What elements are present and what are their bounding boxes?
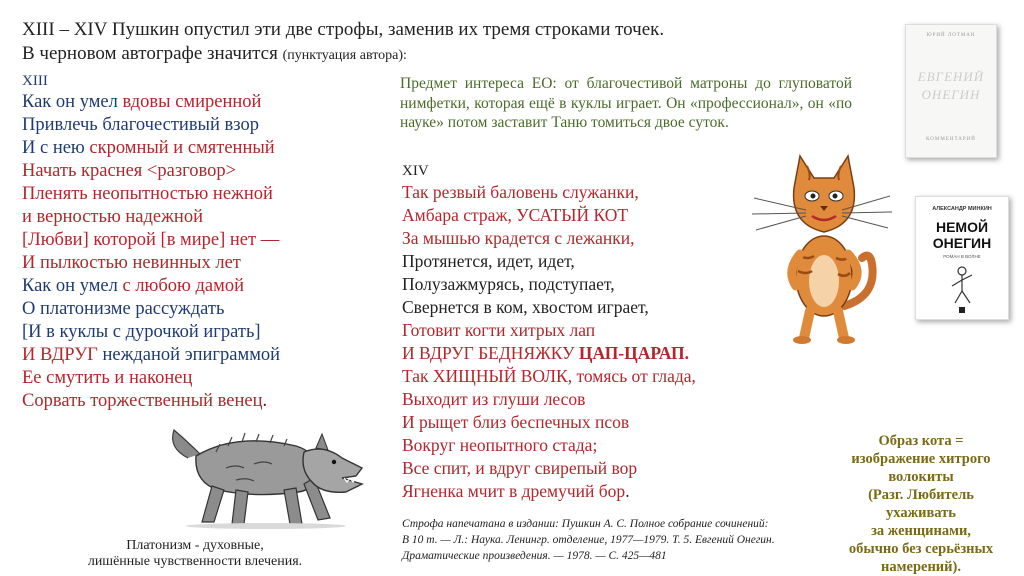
book2-publisher-mark [959,307,965,313]
left-poem-line-segment: Начать краснея <разговор> [22,161,237,181]
platonism-note-line-2: лишённые чувственности влечения. [87,554,303,569]
citation-line-1: Строфа напечатана в издании: Пушкин А. С. Полное собрание сочинений: [402,518,769,530]
left-poem-line-segment: И пылкостью невинных лет [22,253,241,273]
header-line-2-main: В черновом автографе значится [22,43,278,64]
platonism-note-line-1: Платонизм - духовные, [126,538,264,553]
green-comment: Предмет интереса ЕО: от благочестивой матроны до глуповатой нимфетки, которая ещё в куклы играет. Он «профессионал», он «по науке» потом заставит Таню томиться двое суток. [400,75,852,131]
left-poem-line-segment: . [262,391,268,411]
left-poem-line-segment: скромный и смятенный [89,138,275,158]
right-poem-line [402,181,696,204]
left-poem-line [22,275,280,298]
right-poem-line-segment: Все спит, и вдруг свирепый вор [402,458,638,478]
left-poem-line [22,114,280,137]
book1-title-1: ЕВГЕНИЙ [917,69,985,84]
left-poem-line-segment: Пленять неопытностью нежной [22,184,273,204]
left-poem-line-segment: О платонизме рассуждать [22,299,225,319]
right-poem-line [402,388,696,411]
left-poem-line-segment: И ВДРУГ [22,345,103,365]
right-poem-line-segment: Протянется, идет, идет, [402,251,575,271]
header-line-1: XIII – XIV Пушкин опустил эти две строфы, заменив их тремя строками точек. [22,19,665,40]
wolf-illustration [166,418,366,530]
left-poem-line-segment: Ее смутить и наконец [22,368,193,388]
left-poem-line-segment: вдовы смиренной [122,92,262,112]
right-poem-line [402,411,696,434]
right-poem-line-segment: Полузажмурясь, подступает, [402,274,615,294]
book2-title-2: ОНЕГИН [932,235,992,251]
cat-note-line-3: волокиты [888,469,954,485]
book2-author: АЛЕКСАНДР МИНКИН [932,206,992,212]
right-poem-line [402,342,696,365]
left-poem-line-segment: и верностью надежной [22,207,203,227]
right-poem-label: XIV [402,163,429,179]
book2-title-1: НЕМОЙ [935,219,989,235]
right-poem-line [402,480,696,503]
left-poem-line [22,183,280,206]
cat-note-line-5: ухаживать [886,505,956,521]
cat-note-line-4: (Разг. Любитель [868,487,974,503]
cat-note [826,432,1016,576]
right-poem-line-segment: Вокруг неопытного стада; [402,435,598,455]
left-poem-line-segment: [Любви] которой [в мире] нет — [22,230,280,250]
left-poem-line-segment: Как он умел [22,92,123,112]
cat-illustration [752,146,892,346]
citation-line-3: Драматические произведения. — 1978. — С. 425—481 [402,550,667,562]
citation-line-2: В 10 т. — Л.: Наука. Ленингр. отделение, 1977—1979. Т. 5. Евгений Онегин. [402,534,775,546]
left-poem-line-segment: Как он умел [22,276,123,296]
book2-figure-illustration [916,261,1008,311]
header-line-2-small: (пунктуация автора): [282,48,407,63]
left-poem-line [22,229,280,252]
left-poem-line [22,321,280,344]
book1-title-2: ОНЕГИН [921,87,981,102]
left-poem-label: XIII [22,73,48,89]
cat-note-line-6: за женщинами, [871,523,971,539]
right-poem-line-segment: Ягненка мчит в дремучий бор [402,481,626,501]
right-poem-line [402,457,696,480]
slide-header [22,18,882,68]
left-poem-line [22,344,280,367]
right-poem-lines [402,181,696,503]
right-poem-line-segment: ЦАП-ЦАРАП. [578,343,690,363]
header-line-2 [22,42,882,68]
right-poem-line-segment: Амбара страж, УСАТЫЙ КОТ [402,205,629,225]
right-poem-line-segment: Готовит когти хитрых лап [402,320,596,340]
book2-subtitle: РОМАН В ВОЛНЕ [943,254,981,259]
left-poem-line-segment: с любою дамой [122,276,244,296]
left-poem-line [22,252,280,275]
right-poem-line [402,365,696,388]
right-poem-line [402,273,696,296]
left-poem-line [22,367,280,390]
right-poem-line-segment: За мышью крадется с лежанки, [402,228,635,248]
left-poem [22,72,280,413]
right-poem-line-segment: Так ХИЩНЫЙ ВОЛК, томясь от глада, [402,366,696,386]
left-poem-line [22,390,280,413]
book-cover-lotman [905,24,997,158]
left-poem-line-segment: И с нею [22,138,90,158]
right-poem-line [402,319,696,342]
cat-note-line-8: намерений). [881,559,961,575]
platonism-note [30,538,360,570]
right-poem-line-segment: Так резвый баловень служанки, [402,182,639,202]
right-poem-line-segment: Свернется в ком, хвостом играет, [402,297,649,317]
left-poem-line [22,137,280,160]
right-poem-line-segment: И ВДРУГ БЕДНЯЖКУ [402,343,579,363]
right-poem-line [402,434,696,457]
right-poem-line [402,296,696,319]
citation [402,516,775,564]
right-poem-line-segment: . [625,481,630,501]
right-poem-line [402,250,696,273]
left-poem-line-segment: Привлечь благочестивый взор [22,115,259,135]
book1-author: ЮРИЙ ЛОТМАН [926,33,976,38]
right-poem-line-segment: И рыщет близ беспечных псов [402,412,630,432]
left-poem-lines [22,91,280,413]
left-poem-line-segment: нежданой эпиграммой [102,345,281,365]
right-poem-line [402,204,696,227]
cat-note-line-1: Образ кота = [878,433,964,449]
left-poem-line [22,160,280,183]
left-poem-line [22,91,280,114]
cat-note-line-7: обычно без серьёзных [848,541,994,557]
left-poem-line-segment: [И в куклы с дурочкой играть] [22,322,261,342]
right-poem-line-segment: Выходит из глуши лесов [402,389,586,409]
left-poem-line [22,298,280,321]
left-poem-line [22,206,280,229]
left-poem-line-segment: Сорвать торжественный венец [22,391,263,411]
right-poem [402,162,696,503]
book1-subtitle: КОММЕНТАРИЙ [926,137,976,142]
book-cover-minkin [915,196,1009,320]
cat-note-line-2: изображение хитрого [851,451,991,467]
right-poem-line [402,227,696,250]
